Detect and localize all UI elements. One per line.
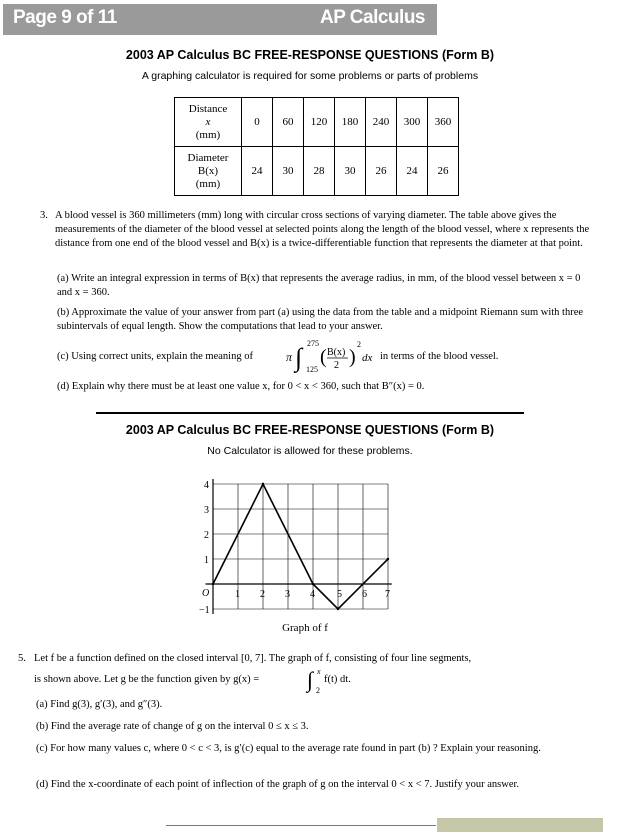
problem3-part-a: (a) Write an integral expression in terms of B(x) that represents the average radius, in mm, of the blood vessel between x = 0 and x = 360. (57, 273, 581, 298)
table-cell: 60 (273, 98, 304, 147)
table-cell: 30 (335, 147, 366, 196)
graph-caption: Graph of f (282, 622, 328, 634)
problem5-part-a: (a) Find g(3), g′(3), and g″(3). (36, 699, 163, 710)
table-cell: 180 (335, 98, 366, 147)
problem5-intro-line2-pre: is shown above. Let g be the function given by g(x) = (34, 674, 260, 685)
y-tick-label: 4 (204, 480, 209, 491)
page-number-label: Page 9 of 11 (13, 7, 117, 28)
problem5-part-d: (d) Find the x-coordinate of each point of inflection of the graph of g on the interval 0 < x < 7. Justify your answer. (36, 779, 520, 790)
integral-lower-limit: 125 (306, 365, 318, 374)
integral-upper-limit: 275 (307, 339, 319, 348)
svg-text:2: 2 (357, 340, 361, 349)
table-row (175, 147, 459, 196)
x-tick-label: 7 (385, 589, 390, 600)
section1-subtitle: A graphing calculator is required for some problems or parts of problems (141, 70, 479, 82)
table-cell: 360 (428, 98, 459, 147)
x-tick-label: 6 (362, 589, 367, 600)
x-tick-label: 5 (337, 589, 342, 600)
data-table (174, 97, 459, 196)
footer-rule (166, 825, 436, 826)
table-row (175, 98, 459, 147)
problem5-part-c: (c) For how many values c, where 0 < c < 3, is g′(c) equal to the average rate found in part (b) ? Explain your reasoning. (36, 743, 541, 754)
table-cell: 0 (242, 98, 273, 147)
problem5-part-b: (b) Find the average rate of change of g on the interval 0 ≤ x ≤ 3. (36, 721, 309, 732)
table-cell: 28 (304, 147, 335, 196)
row-label-diameter: Diameter B(x) (mm) (175, 147, 242, 196)
graph-of-f (190, 468, 410, 640)
table-cell: 24 (242, 147, 273, 196)
svg-text:π: π (286, 350, 293, 364)
section-divider (96, 412, 524, 414)
svg-text:B(x): B(x) (327, 347, 346, 358)
svg-text:(: ( (320, 346, 327, 368)
y-tick-label: 1 (204, 555, 209, 566)
problem5-intro-line1: Let f be a function defined on the closed interval [0, 7]. The graph of f, consisting of four line segments, (34, 653, 472, 664)
table-cell: 26 (428, 147, 459, 196)
integral-g-lower: 2 (316, 686, 320, 694)
problem3-part-d: (d) Explain why there must be at least one value x, for 0 < x < 360, such that B″(x) = 0. (57, 381, 425, 392)
problem3-part-b: (b) Approximate the value of your answer from part (a) using the data from the table and a midpoint Riemann sum with three subintervals of equal length. Show the computations that lead to your answer. (57, 307, 584, 332)
row-label-distance: Distance x (mm) (175, 98, 242, 147)
page-header-bar (3, 4, 437, 35)
integral-g (305, 666, 325, 694)
table-cell: 26 (366, 147, 397, 196)
table-cell: 30 (273, 147, 304, 196)
svg-text:dx: dx (362, 352, 373, 364)
svg-text:∫: ∫ (295, 343, 303, 372)
x-tick-label: 1 (235, 589, 240, 600)
integral-g-upper: x (317, 667, 321, 676)
section1-title: 2003 AP Calculus BC FREE-RESPONSE QUESTIONS (Form B) (125, 48, 495, 62)
y-tick-label: 2 (204, 530, 209, 541)
section2-title: 2003 AP Calculus BC FREE-RESPONSE QUESTIONS (Form B) (125, 423, 495, 437)
integral-expression (286, 336, 378, 376)
course-label: AP Calculus (319, 7, 425, 28)
table-cell: 240 (366, 98, 397, 147)
problem3-intro: A blood vessel is 360 millimeters (mm) long with circular cross sections of varying diameter. The table above gives the measurements of the diameter of the blood vessel at selected points along the length of the blood vessel, where x represents the distance from one end of the blood vessel and B(x) is a twice-differentiable function that represents the diameter at that point. (55, 210, 590, 249)
svg-text:2: 2 (334, 360, 339, 371)
problem3-part-c-post: in terms of the blood vessel. (380, 351, 499, 362)
x-tick-label: 3 (285, 589, 290, 600)
footer-box (437, 818, 603, 832)
problem3-number: 3. (40, 210, 48, 221)
origin-label: O (202, 588, 210, 599)
y-tick-label: −1 (199, 605, 210, 616)
problem5-intro-line2-post: f(t) dt. (324, 674, 351, 685)
svg-text:∫: ∫ (307, 667, 314, 692)
x-tick-label: 4 (310, 589, 315, 600)
table-cell: 300 (397, 98, 428, 147)
x-tick-label: 2 (260, 589, 265, 600)
table-cell: 120 (304, 98, 335, 147)
table-cell: 24 (397, 147, 428, 196)
problem3-part-c-pre: (c) Using correct units, explain the meaning of (57, 351, 253, 362)
y-tick-label: 3 (204, 505, 209, 516)
svg-text:): ) (349, 346, 356, 368)
problem5-number: 5. (18, 653, 26, 664)
section2-subtitle: No Calculator is allowed for these problems. (207, 445, 413, 457)
